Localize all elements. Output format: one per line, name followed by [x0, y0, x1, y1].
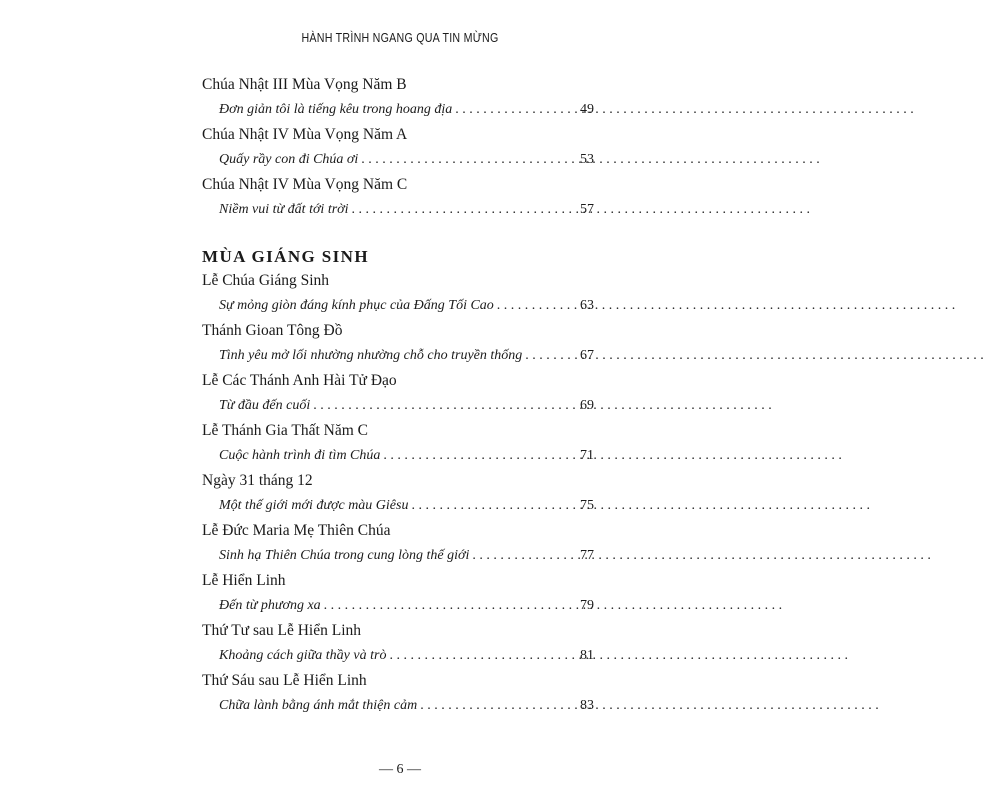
dot-leader — [525, 342, 568, 370]
toc-page-number: 67 — [580, 348, 594, 363]
toc-entry-row — [202, 292, 594, 320]
toc-entry-subtitle: Chữa lành bằng ánh mắt thiện cảm — [219, 698, 418, 713]
toc-entry-row — [202, 692, 594, 720]
toc-page-number: 81 — [580, 648, 594, 663]
dot-leader — [324, 592, 568, 620]
toc-entry-subtitle: Khoảng cách giữa thầy và trò — [219, 648, 387, 663]
toc-entry-row — [202, 492, 594, 520]
toc-page-number: 77 — [580, 548, 594, 563]
dot-leader — [455, 96, 568, 124]
dot-leader — [411, 492, 568, 520]
toc-entry-row — [202, 442, 594, 470]
toc-entry-row — [202, 342, 594, 370]
toc-entry-subtitle: Quấy rầy con đi Chúa ơi — [219, 152, 359, 167]
toc-entry-title: Thứ Sáu sau Lễ Hiển Linh — [202, 672, 367, 689]
dot-leader — [313, 392, 568, 420]
toc-entry-title: Lễ Hiển Linh — [202, 572, 286, 589]
toc-entry — [202, 620, 594, 670]
toc-page-number: 63 — [580, 298, 594, 313]
toc-entry — [202, 370, 594, 420]
toc-entry — [202, 320, 594, 370]
toc-entry-subtitle: Sự mỏng giòn đáng kính phục của Đấng Tối Cao — [219, 298, 494, 313]
toc-entry-subtitle: Một thế giới mới được màu Giêsu — [219, 498, 409, 513]
page-number: — 6 — — [379, 762, 421, 777]
toc-entry — [202, 470, 594, 520]
toc-entry-subtitle: Từ đầu đến cuối — [219, 398, 311, 413]
toc-entry — [202, 124, 594, 174]
dot-leader — [389, 642, 568, 670]
table-of-contents — [202, 74, 594, 720]
toc-entry-title: Lễ Các Thánh Anh Hài Tử Đạo — [202, 372, 397, 389]
toc-entry-subtitle: Tình yêu mở lối nhường nhường chỗ cho truyền thống — [219, 348, 523, 363]
toc-entry-subtitle: Niềm vui từ đất tới trời — [219, 202, 349, 217]
toc-page-number: 49 — [580, 102, 594, 117]
toc-entry-title: Thánh Gioan Tông Đồ — [202, 322, 343, 339]
toc-page-number: 75 — [580, 498, 594, 513]
toc-entry — [202, 420, 594, 470]
toc-entry-title: Ngày 31 tháng 12 — [202, 472, 313, 489]
toc-entry-row — [202, 592, 594, 620]
toc-entry-title: Chúa Nhật IV Mùa Vọng Năm C — [202, 176, 408, 193]
toc-entry-row — [202, 542, 594, 570]
toc-page-number: 83 — [580, 698, 594, 713]
toc-page-number: 69 — [580, 398, 594, 413]
dot-leader — [361, 146, 568, 174]
toc-group-christmas — [202, 270, 594, 720]
toc-entry-title: Chúa Nhật IV Mùa Vọng Năm A — [202, 126, 408, 143]
toc-page-number: 79 — [580, 598, 594, 613]
section-heading: MÙA GIÁNG SINH — [202, 247, 369, 266]
dot-leader — [383, 442, 568, 470]
toc-group-advent — [202, 74, 594, 224]
toc-entry — [202, 570, 594, 620]
toc-entry-title: Chúa Nhật III Mùa Vọng Năm B — [202, 76, 407, 93]
toc-entry-title: Thứ Tư sau Lễ Hiển Linh — [202, 622, 361, 639]
dot-leader — [472, 542, 568, 570]
toc-entry — [202, 74, 594, 124]
toc-entry — [202, 174, 594, 224]
toc-entry-subtitle: Sinh hạ Thiên Chúa trong cung lòng thế giới — [219, 548, 470, 563]
toc-entry-subtitle: Đến từ phương xa — [219, 598, 321, 613]
toc-entry-row — [202, 642, 594, 670]
toc-entry-subtitle: Đơn giản tôi là tiếng kêu trong hoang địa — [219, 102, 453, 117]
toc-entry-row — [202, 196, 594, 224]
toc-entry — [202, 520, 594, 570]
running-head: HÀNH TRÌNH NGANG QUA TIN MỪNG — [301, 30, 499, 45]
toc-entry-title: Lễ Thánh Gia Thất Năm C — [202, 422, 369, 439]
toc-entry-row — [202, 392, 594, 420]
toc-page-number: 57 — [580, 202, 594, 217]
toc-entry-row — [202, 146, 594, 174]
toc-entry-subtitle: Cuộc hành trình đi tìm Chúa — [219, 448, 381, 463]
toc-page-number: 53 — [580, 152, 594, 167]
dot-leader — [497, 292, 568, 320]
toc-entry — [202, 270, 594, 320]
toc-entry-title: Lễ Chúa Giáng Sinh — [202, 272, 329, 289]
dot-leader — [420, 692, 568, 720]
toc-page-number: 71 — [580, 448, 594, 463]
toc-entry — [202, 670, 594, 720]
toc-entry-row — [202, 96, 594, 124]
dot-leader — [352, 196, 568, 224]
toc-entry-title: Lễ Đức Maria Mẹ Thiên Chúa — [202, 522, 391, 539]
